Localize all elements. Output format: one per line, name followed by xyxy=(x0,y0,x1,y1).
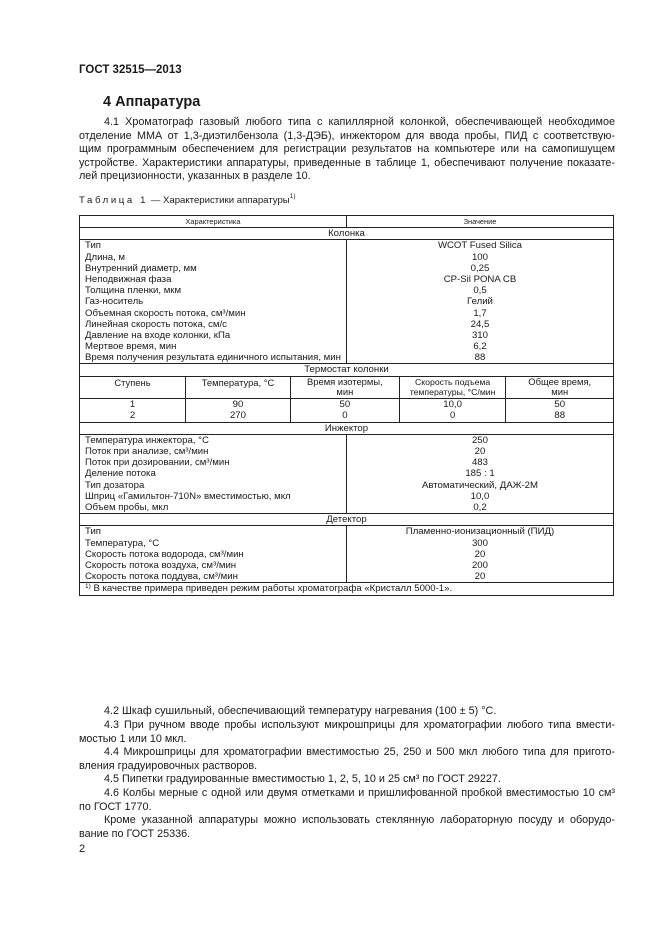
text-line: отделение ММА от 1,3-диэтилбензола (1,3-ДЭБ), инжектором для ввода пробы, ПИД с соответствую- xyxy=(79,129,615,142)
table-caption xyxy=(79,195,295,206)
column-params-row xyxy=(80,240,614,364)
thermostat-header-row xyxy=(80,376,614,399)
paragraph-closing xyxy=(79,814,615,841)
param-label: Длина, м xyxy=(85,251,126,263)
table-caption-prefix: Таблица 1 xyxy=(79,195,149,206)
text-line: Кроме указанной аппаратуры можно использовать стеклянную лабораторную посуду и оборудо- xyxy=(104,814,615,826)
header-line: температуры, °С/мин xyxy=(409,387,496,398)
stage-value: 1 xyxy=(129,399,136,411)
text-line: 4.1 Хроматограф газовый любого типа с капиллярной колонкой, обеспечивающей необходимое xyxy=(104,116,615,128)
param-value: 0,2 xyxy=(473,501,487,513)
detector-params-row xyxy=(80,526,614,583)
thermostat-header-rate xyxy=(399,376,506,399)
param-label: Время получения результата единичного испытания, мин xyxy=(85,352,341,364)
thermostat-header-isotherm xyxy=(290,376,399,399)
section-heading-injector: Инжектор xyxy=(80,422,614,434)
param-label: Тип xyxy=(85,526,101,538)
param-label: Скорость потока воздуха, см³/мин xyxy=(85,559,237,571)
param-value: 1,7 xyxy=(473,307,487,319)
section-row-column xyxy=(80,228,614,240)
param-label: Толщина пленки, мкм xyxy=(85,285,182,297)
text-line: 4.6 Колбы мерные с одной или двумя отметками и пришлифованной пробкой вместимостью 10 см³ xyxy=(104,787,615,799)
table-caption-footnote-mark: 1) xyxy=(289,193,296,200)
param-value: 0,25 xyxy=(470,262,490,274)
column-labels xyxy=(80,240,347,364)
section-title: 4 Аппаратура xyxy=(103,94,201,110)
paragraph-4-6 xyxy=(79,787,615,814)
param-label: Температура инжектора, °С xyxy=(85,434,209,446)
param-value: 300 xyxy=(471,537,488,549)
thermostat-values-row xyxy=(80,399,614,422)
column-header-characteristic: Характеристика xyxy=(80,216,347,228)
paragraph-4-2 xyxy=(79,705,615,719)
param-value: 10,0 xyxy=(470,490,490,502)
paragraph-4-5 xyxy=(79,773,615,787)
param-label: Деление потока xyxy=(85,468,156,480)
param-label: Неподвижная фаза xyxy=(85,273,172,285)
param-value: 0,5 xyxy=(473,285,487,297)
param-value: WCOT Fused Silica xyxy=(437,240,523,252)
param-value: 20 xyxy=(474,548,486,560)
text-line: устройстве. Характеристики аппаратуры, приведенные в таблице 1, обеспечивают получение показате- xyxy=(79,156,615,169)
text-line: вления градуировочных растворов. xyxy=(79,759,258,772)
thermostat-header-temperature: Температура, °С xyxy=(185,376,290,399)
page-number: 2 xyxy=(79,843,86,855)
injector-params-row xyxy=(80,434,614,513)
table-footnote xyxy=(80,583,614,595)
param-value: Гелий xyxy=(467,296,493,308)
isotherm-value: 0 xyxy=(342,410,348,422)
detector-values xyxy=(346,526,613,583)
footnote-mark: 1) xyxy=(85,583,91,591)
rate-value: 10,0 xyxy=(443,399,462,411)
total-time-values xyxy=(506,399,614,422)
param-label: Шприц «Гамильтон-710N» вместимостью, мкл xyxy=(85,490,291,502)
text-line: лей прецизионности, указанных в разделе 10. xyxy=(79,170,311,183)
stage-value: 2 xyxy=(129,410,136,422)
header-line: мин xyxy=(551,386,569,398)
section-row-detector xyxy=(80,514,614,526)
isotherm-values xyxy=(290,399,399,422)
param-value: Пламенно-ионизационный (ПИД) xyxy=(405,526,555,538)
temperature-value: 270 xyxy=(229,410,246,422)
injector-labels xyxy=(80,434,347,513)
param-value: 200 xyxy=(471,559,488,571)
isotherm-value: 50 xyxy=(339,399,351,411)
section-heading-thermostat: Термостат колонки xyxy=(80,364,614,376)
table-caption-text: — Характеристики аппаратуры xyxy=(148,195,290,206)
param-value: CP-Sil PONA CB xyxy=(443,273,517,285)
param-label: Газ-носитель xyxy=(85,296,144,308)
thermostat-header-total xyxy=(506,376,614,399)
text-line: 4.4 Микрошприцы для хроматографии вместимостью 25, 250 и 500 мкл любого типа для пригото- xyxy=(104,746,615,758)
thermostat-header-stage: Ступень xyxy=(80,376,186,399)
detector-labels xyxy=(80,526,347,583)
total-time-value: 50 xyxy=(554,399,566,411)
text-line: вание по ГОСТ 25336. xyxy=(79,827,191,840)
param-value: 24,5 xyxy=(470,318,490,330)
param-label: Линейная скорость потока, см/с xyxy=(85,318,227,330)
text-line: 4.5 Пипетки градуированные вместимостью 1, 2, 5, 10 и 25 см³ по ГОСТ 29227. xyxy=(104,773,501,785)
paragraph-4-4 xyxy=(79,746,615,773)
param-label: Поток при анализе, см³/мин xyxy=(85,446,209,458)
param-label: Поток при дозировании, см³/мин xyxy=(85,457,230,469)
param-label: Скорость потока водорода, см³/мин xyxy=(85,548,244,560)
apparatus-table xyxy=(79,215,614,596)
text-line: щим программным обеспечением для регистрации результатов на компьютере или на самопишущем xyxy=(79,143,615,156)
temperature-value: 90 xyxy=(232,399,244,411)
section-row-injector xyxy=(80,422,614,434)
param-label: Тип xyxy=(85,240,101,252)
paragraph-4-1 xyxy=(79,116,615,184)
temperature-values xyxy=(185,399,290,422)
column-header-value: Значение xyxy=(346,216,613,228)
param-label: Мертвое время, мин xyxy=(85,341,177,353)
param-value: 185 : 1 xyxy=(465,468,495,480)
param-label: Внутренний диаметр, мм xyxy=(85,262,197,274)
header-line: Общее время, xyxy=(528,375,592,387)
total-time-value: 88 xyxy=(554,410,566,422)
text-line: мостью 1 или 10 мкл. xyxy=(79,732,187,745)
text-line: 4.2 Шкаф сушильный, обеспечивающий температуру нагревания (100 ± 5) °С. xyxy=(104,705,497,717)
param-value: 250 xyxy=(471,434,488,446)
header-line: мин xyxy=(336,386,354,398)
param-value: 20 xyxy=(474,446,486,458)
section-row-thermostat xyxy=(80,364,614,376)
param-value: Автоматический, ДАЖ-2М xyxy=(421,479,538,491)
footnote-row xyxy=(80,583,614,595)
param-value: 20 xyxy=(474,571,486,583)
param-label: Объемная скорость потока, см³/мин xyxy=(85,307,246,319)
param-value: 483 xyxy=(471,457,488,469)
document-header: ГОСТ 32515—2013 xyxy=(79,64,182,76)
column-values xyxy=(346,240,613,364)
param-value: 88 xyxy=(474,352,486,364)
footnote-text: В качестве примера приведен режим работы хроматографа «Кристалл 5000-1». xyxy=(90,583,453,595)
paragraph-4-3 xyxy=(79,719,615,746)
param-label: Объем пробы, мкл xyxy=(85,501,169,513)
injector-values xyxy=(346,434,613,513)
text-line: по ГОСТ 1770. xyxy=(79,800,152,813)
param-label: Давление на входе колонки, кПа xyxy=(85,329,231,341)
param-value: 310 xyxy=(471,329,488,341)
table-header-row xyxy=(80,216,614,228)
param-value: 100 xyxy=(471,251,488,263)
rate-value: 0 xyxy=(449,410,456,422)
header-line: Скорость подъема xyxy=(415,376,491,387)
param-label: Тип дозатора xyxy=(85,479,145,491)
param-value: 6,2 xyxy=(473,341,487,353)
rate-values xyxy=(399,399,506,422)
section-heading-column: Колонка xyxy=(80,228,614,240)
header-line: Время изотермы, xyxy=(307,375,383,387)
section-heading-detector: Детектор xyxy=(80,514,614,526)
text-line: 4.3 При ручном вводе пробы используют микрошприцы для хроматографии любого типа вмести- xyxy=(104,719,615,731)
param-label: Температура, °С xyxy=(85,537,160,549)
param-label: Скорость потока поддува, см³/мин xyxy=(85,571,238,583)
stage-values xyxy=(80,399,186,422)
